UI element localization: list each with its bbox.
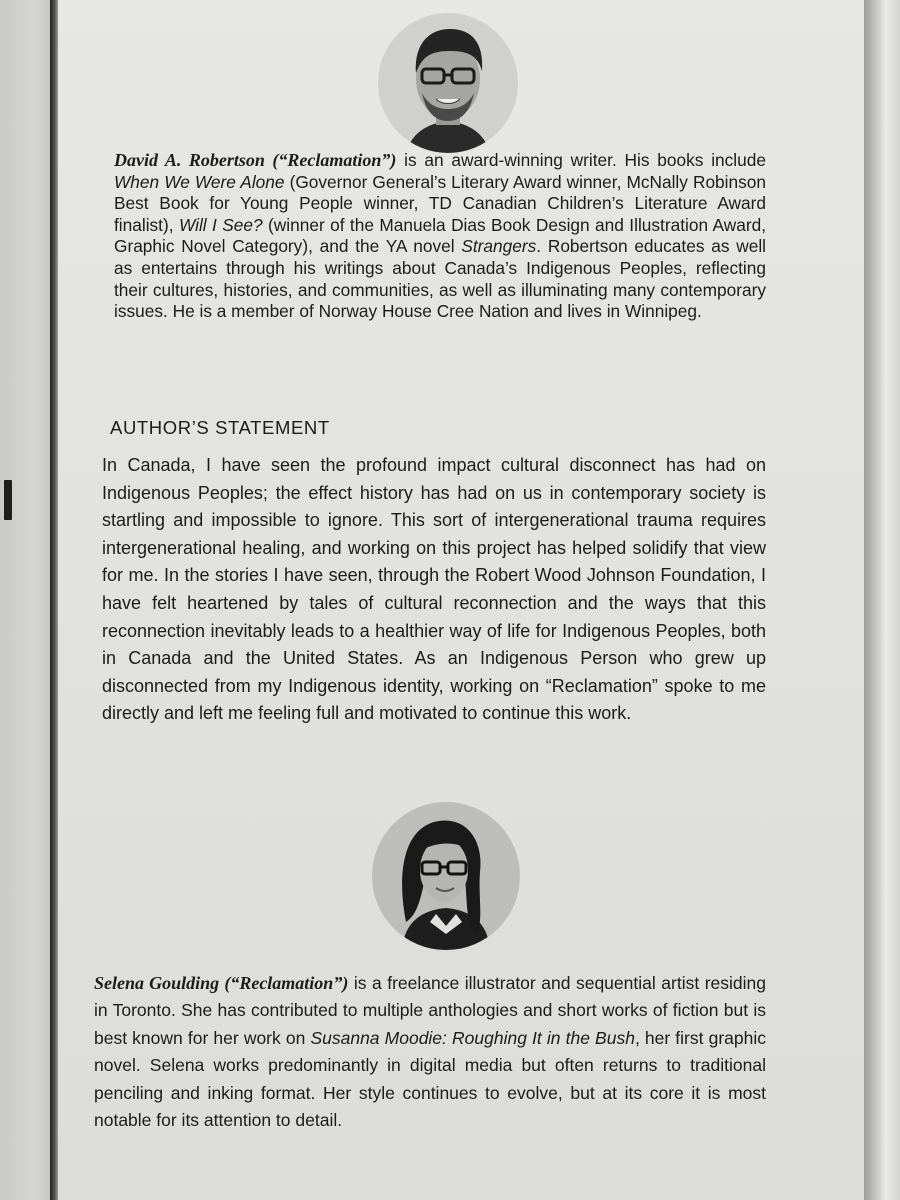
book-title: Strangers: [461, 236, 537, 257]
author-portrait-david: [378, 13, 518, 153]
book-page: [58, 0, 864, 1200]
woman-portrait-icon: [372, 802, 520, 950]
spine-text-fragment: [4, 480, 12, 520]
author-statement: In Canada, I have seen the profound impact cultural disconnect has had on Indigenous Peoples; the effect history has had on us in contemporary society is startling and impossible to ignore. This sort of intergenerational trauma requires intergenerational healing, and working on this project has helped solidify that view for me. In the stories I have seen, through the Robert Wood Johnson Foundation, I have felt heartened by tales of cultural reconnection and the ways that this reconnection inevitably leads to a healthier way of life for Indigenous Peoples, both in Canada and the United States. As an Indigenous Person who grew up disconnected from my Indigenous identity, working on “Reclamation” spoke to me directly and left me feeling full and motivated to continue this work.: [102, 455, 766, 724]
bio-text: is an award-winning writer. His books include: [396, 150, 766, 170]
bio-text: (Governor General’s Literary Award winner, McNally Robinson Best Book for Young People winner, TD Canadian Children’s Literature Award finalist),: [114, 171, 766, 235]
book-title: When We Were Alone: [114, 171, 285, 192]
book-title: Susanna Moodie: Roughing It in the Bush: [310, 1027, 635, 1048]
bio-text: . Robertson educates as well as entertains through his writings about Canada’s Indigenous Peoples, reflecting their cultures, histories, and communities, as well as illuminating many contemporary issues. He is a member of Norway House Cree Nation and lives in Winnipeg.: [114, 236, 766, 322]
author-name: Selena Goulding (“Reclamation”): [94, 973, 349, 993]
man-portrait-icon: [378, 13, 518, 153]
author-bio-selena: [94, 970, 766, 1134]
author-portrait-selena: [372, 802, 520, 950]
section-heading: AUTHOR’S STATEMENT: [110, 417, 330, 438]
bio-text: is a freelance illustrator and sequential artist residing in Toronto. She has contributed to multiple anthologies and short works of fiction but is best known for her work on: [94, 973, 766, 1048]
author-bio-david: [114, 150, 766, 323]
bio-text: (winner of the Manuela Dias Book Design and Illustration Award, Graphic Novel Category), and the YA novel: [114, 214, 766, 257]
binding-fold: [50, 0, 58, 1200]
book-title: Will I See?: [178, 214, 263, 235]
author-name: David A. Robertson (“Reclamation”): [114, 150, 397, 170]
bio-text: , her first graphic novel. Selena works predominantly in digital media but often returns to traditional penciling and inking format. Her style continues to evolve, but at its core it is most notable for its attention to detail.: [94, 1027, 767, 1131]
page-stack-edge: [864, 0, 900, 1200]
